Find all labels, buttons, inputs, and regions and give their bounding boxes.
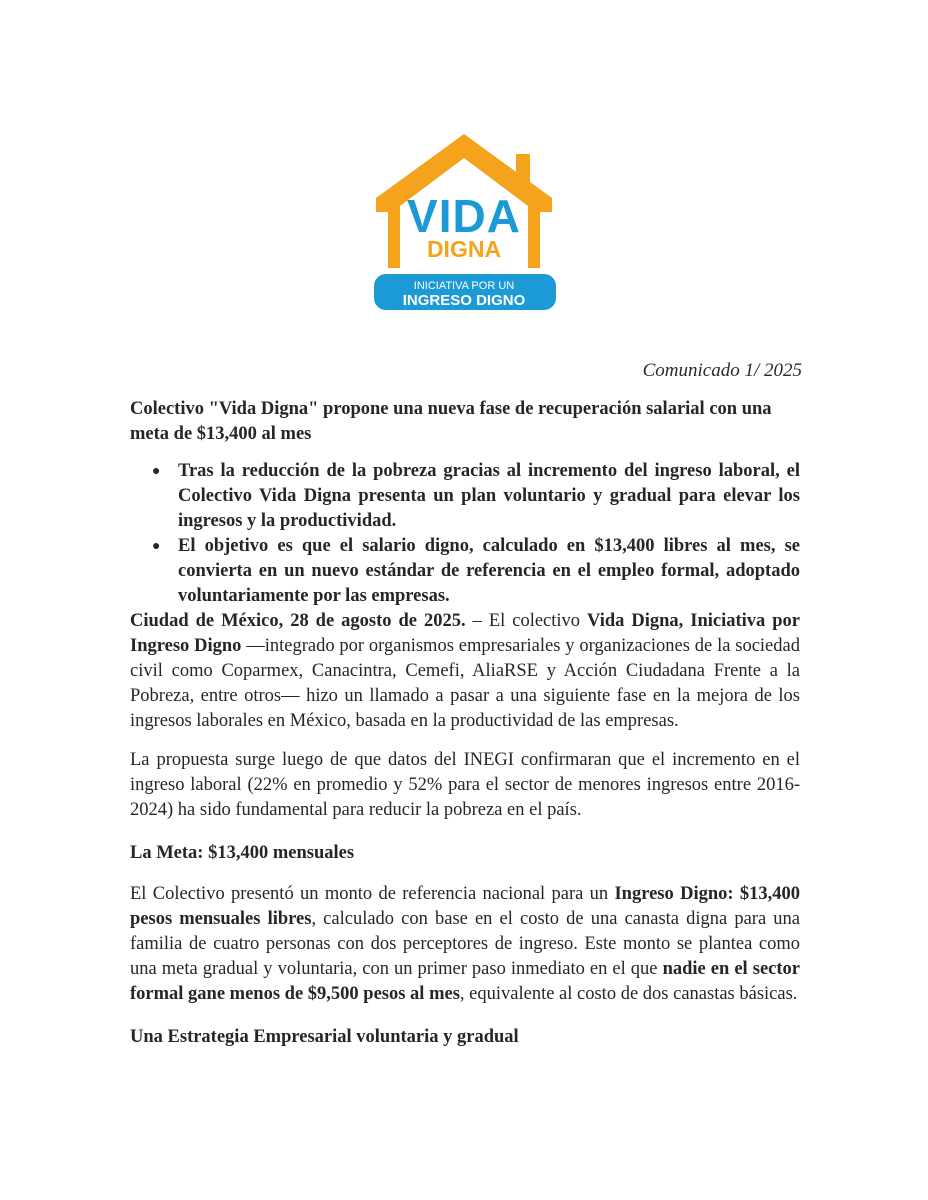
subheading-estrategia: Una Estrategia Empresarial voluntaria y gradual bbox=[130, 1027, 519, 1047]
paragraph-intro bbox=[130, 609, 800, 734]
paragraph-inegi: La propuesta surge luego de que datos del INEGI confirmaran que el incremento en el ingreso laboral (22% en promedio y 52% para el sector de menores ingresos entre 2016-2024) ha sido fundamental para reducir la pobreza en el país. bbox=[130, 750, 800, 820]
headline: Colectivo "Vida Digna" propone una nueva fase de recuperación salarial con una meta de $13,400 al mes bbox=[130, 399, 772, 444]
logo-word-vida: VIDA bbox=[407, 190, 521, 242]
paragraph-text: El Colectivo presentó un monto de referencia nacional para un bbox=[130, 884, 615, 904]
bullet-item bbox=[152, 459, 800, 534]
summary-bullets bbox=[130, 459, 800, 609]
collective-name: Vida Digna, Iniciativa por Ingreso Digno bbox=[130, 611, 801, 656]
paragraph-text: , calculado con base en el costo de una canasta digna para una familia de cuatro personas con dos perceptores de ingreso. Este monto se plantea como una meta gradual y voluntaria, con un primer paso inmediato en el que bbox=[130, 909, 800, 979]
bullet-item bbox=[152, 534, 800, 609]
chimney-shape bbox=[516, 154, 530, 184]
paragraph-text: – El colectivo bbox=[465, 611, 588, 631]
subheading-meta: La Meta: $13,400 mensuales bbox=[130, 843, 355, 863]
logo-banner-line1: INICIATIVA POR UN bbox=[413, 280, 515, 292]
press-release-body bbox=[130, 397, 800, 1050]
paragraph-meta bbox=[130, 882, 800, 1007]
paragraph-text: —integrado por organismos empresariales y organizaciones de la sociedad civil como Coparmex, Canacintra, Cemefi, AliaRSE y Acción Ciudadana Frente a la Pobreza, entre otros— hizo un llamado a pasar a una siguiente fase en la mejora de los ingresos laborales en México, basada en la productividad de las empresas. bbox=[130, 636, 800, 731]
paragraph-text: , equivalente al costo de dos canastas básicas. bbox=[459, 984, 798, 1004]
logo-word-digna: DIGNA bbox=[426, 236, 502, 262]
bullet-dot-icon: ● bbox=[152, 539, 161, 554]
dateline: Ciudad de México, 28 de agosto de 2025. bbox=[130, 611, 466, 631]
minimum-threshold: nadie en el sector formal gane menos de $9,500 pesos al mes bbox=[130, 959, 800, 1004]
vida-digna-logo bbox=[370, 128, 558, 313]
bullet-dot-icon: ● bbox=[152, 464, 161, 479]
bullet-text: El objetivo es que el salario digno, calculado en $13,400 libres al mes, se convierta en un nuevo estándar de referencia en el empleo formal, adoptado voluntariamente por las empresas. bbox=[178, 536, 800, 606]
bullet-text: Tras la reducción de la pobreza gracias al incremento del ingreso laboral, el Colectivo Vida Digna presenta un plan voluntario y gradual para elevar los ingresos y la productividad. bbox=[178, 461, 800, 531]
comunicado-number: Comunicado 1/ 2025 bbox=[642, 360, 802, 381]
ingreso-digno-amount: Ingreso Digno: $13,400 pesos mensuales libres bbox=[130, 884, 800, 929]
logo-banner-line2: INGRESO DIGNO bbox=[402, 292, 526, 309]
